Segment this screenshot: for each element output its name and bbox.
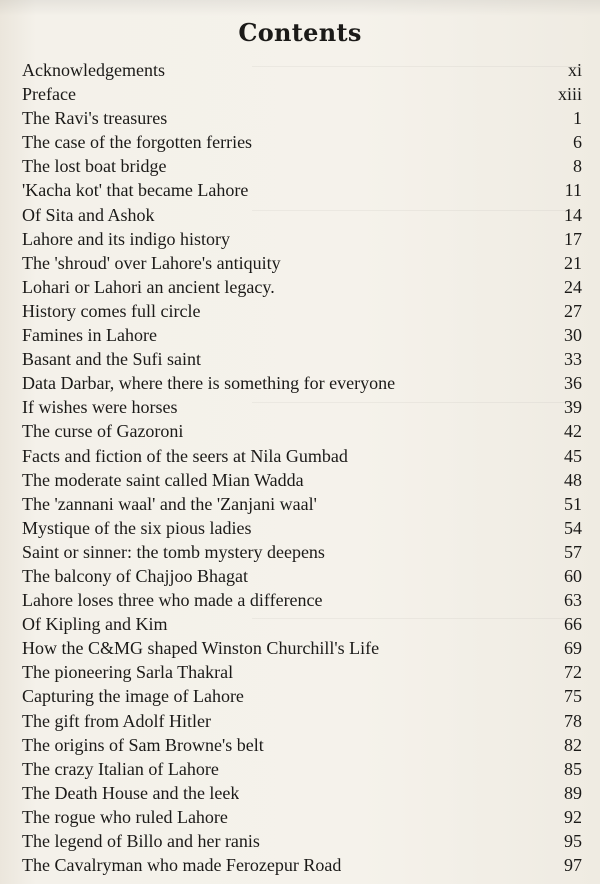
toc-entry — [22, 275, 582, 299]
toc-entry — [22, 299, 582, 323]
toc-entry-title: If wishes were horses — [22, 397, 178, 418]
toc-entry — [22, 829, 582, 853]
toc-entry-page-number: 63 — [564, 590, 582, 611]
toc-entry-title: Lahore loses three who made a difference — [22, 590, 323, 611]
toc-entry — [22, 58, 582, 82]
toc-entry-page-number: 72 — [564, 662, 582, 683]
toc-entry — [22, 154, 582, 178]
toc-entry-page-number: 42 — [564, 421, 582, 442]
toc-entry-page-number: 60 — [564, 565, 582, 586]
toc-entry-title: Facts and fiction of the seers at Nila Gumbad — [22, 445, 348, 466]
toc-entry — [22, 468, 582, 492]
toc-entry — [22, 612, 582, 636]
toc-entry-page-number: 39 — [564, 397, 582, 418]
toc-entry-page-number: 85 — [564, 758, 582, 779]
toc-entry-title: Famines in Lahore — [22, 325, 157, 346]
toc-entry-page-number: 14 — [564, 204, 582, 225]
toc-entry-title: The Death House and the leek — [22, 782, 240, 803]
toc-entry-title: The moderate saint called Mian Wadda — [22, 469, 304, 490]
toc-entry-title: Data Darbar, where there is something for everyone — [22, 373, 396, 394]
table-of-contents — [22, 58, 582, 877]
toc-entry — [22, 660, 582, 684]
toc-entry-page-number: 21 — [564, 252, 582, 273]
toc-entry — [22, 805, 582, 829]
toc-entry-title: The lost boat bridge — [22, 156, 167, 177]
toc-entry — [22, 130, 582, 154]
toc-entry-title: Mystique of the six pious ladies — [22, 517, 252, 538]
toc-entry — [22, 251, 582, 275]
toc-entry-page-number: 82 — [564, 734, 582, 755]
toc-entry-title: The 'zannani waal' and the 'Zanjani waal' — [22, 493, 317, 514]
toc-entry-title: The Ravi's treasures — [22, 108, 168, 129]
toc-entry-title: Of Kipling and Kim — [22, 614, 168, 635]
toc-entry — [22, 733, 582, 757]
toc-entry — [22, 516, 582, 540]
toc-entry-title: History comes full circle — [22, 300, 201, 321]
toc-entry-title: How the C&MG shaped Winston Churchill's Life — [22, 638, 380, 659]
toc-entry — [22, 588, 582, 612]
toc-entry — [22, 684, 582, 708]
toc-entry-title: 'Kacha kot' that became Lahore — [22, 180, 249, 201]
toc-entry — [22, 347, 582, 371]
toc-entry-title: The curse of Gazoroni — [22, 421, 184, 442]
toc-entry-page-number: 78 — [564, 710, 582, 731]
toc-entry-page-number: 66 — [564, 614, 582, 635]
toc-entry-title: The rogue who ruled Lahore — [22, 806, 228, 827]
toc-entry — [22, 853, 582, 877]
toc-entry-title: The origins of Sam Browne's belt — [22, 734, 264, 755]
toc-entry — [22, 709, 582, 733]
toc-entry-page-number: 17 — [564, 228, 582, 249]
toc-entry — [22, 371, 582, 395]
toc-entry-page-number: 11 — [564, 180, 582, 201]
page-title: Contents — [238, 18, 362, 47]
toc-entry-title: The case of the forgotten ferries — [22, 132, 253, 153]
toc-entry-page-number: 33 — [564, 349, 582, 370]
toc-entry — [22, 781, 582, 805]
page-top-shadow — [0, 0, 600, 16]
toc-entry-title: The balcony of Chajjoo Bhagat — [22, 565, 248, 586]
toc-entry-title: Basant and the Sufi saint — [22, 349, 201, 370]
toc-entry — [22, 323, 582, 347]
toc-entry-page-number: 8 — [573, 156, 582, 177]
toc-entry-title: Lohari or Lahori an ancient legacy. — [22, 276, 275, 297]
toc-entry — [22, 444, 582, 468]
toc-entry-page-number: 30 — [564, 325, 582, 346]
toc-entry — [22, 203, 582, 227]
toc-entry-page-number: 89 — [564, 782, 582, 803]
toc-entry-title: Preface — [22, 84, 76, 105]
toc-entry-page-number: xi — [567, 60, 582, 80]
toc-entry-page-number: 69 — [564, 638, 582, 659]
toc-entry-title: The 'shroud' over Lahore's antiquity — [22, 252, 281, 273]
toc-entry — [22, 540, 582, 564]
toc-entry-page-number: 95 — [564, 831, 582, 851]
toc-entry — [22, 419, 582, 443]
toc-entry-page-number: 27 — [564, 300, 582, 321]
toc-entry-title: The pioneering Sarla Thakral — [22, 662, 234, 683]
toc-entry-page-number: xiii — [557, 84, 582, 105]
toc-entry — [22, 106, 582, 130]
toc-entry-title: The gift from Adolf Hitler — [22, 710, 211, 731]
toc-entry-title: Acknowledgements — [22, 60, 165, 80]
toc-entry — [22, 82, 582, 106]
toc-entry-page-number: 75 — [564, 686, 582, 707]
toc-entry-page-number: 97 — [564, 855, 582, 876]
toc-entry-title: Saint or sinner: the tomb mystery deepens — [22, 541, 325, 562]
toc-entry — [22, 395, 582, 419]
toc-entry-title: Capturing the image of Lahore — [22, 686, 244, 707]
toc-entry — [22, 757, 582, 781]
toc-entry-title: The crazy Italian of Lahore — [22, 758, 219, 779]
toc-entry-page-number: 48 — [564, 469, 582, 490]
toc-entry-page-number: 92 — [564, 806, 582, 827]
toc-entry-title: The Cavalryman who made Ferozepur Road — [22, 855, 342, 876]
toc-entry-page-number: 24 — [564, 276, 582, 297]
toc-entry-page-number: 1 — [573, 108, 582, 129]
toc-entry-title: The legend of Billo and her ranis — [22, 831, 260, 851]
toc-entry-page-number: 57 — [564, 541, 582, 562]
toc-entry-title: Of Sita and Ashok — [22, 204, 155, 225]
toc-entry-page-number: 54 — [564, 517, 582, 538]
toc-entry-page-number: 6 — [573, 132, 582, 153]
toc-entry — [22, 178, 582, 202]
toc-entry — [22, 492, 582, 516]
toc-entry-page-number: 51 — [564, 493, 582, 514]
toc-entry-title: Lahore and its indigo history — [22, 228, 230, 249]
toc-entry-page-number: 45 — [564, 445, 582, 466]
toc-entry — [22, 564, 582, 588]
toc-entry — [22, 636, 582, 660]
toc-entry-page-number: 36 — [564, 373, 582, 394]
toc-entry — [22, 227, 582, 251]
